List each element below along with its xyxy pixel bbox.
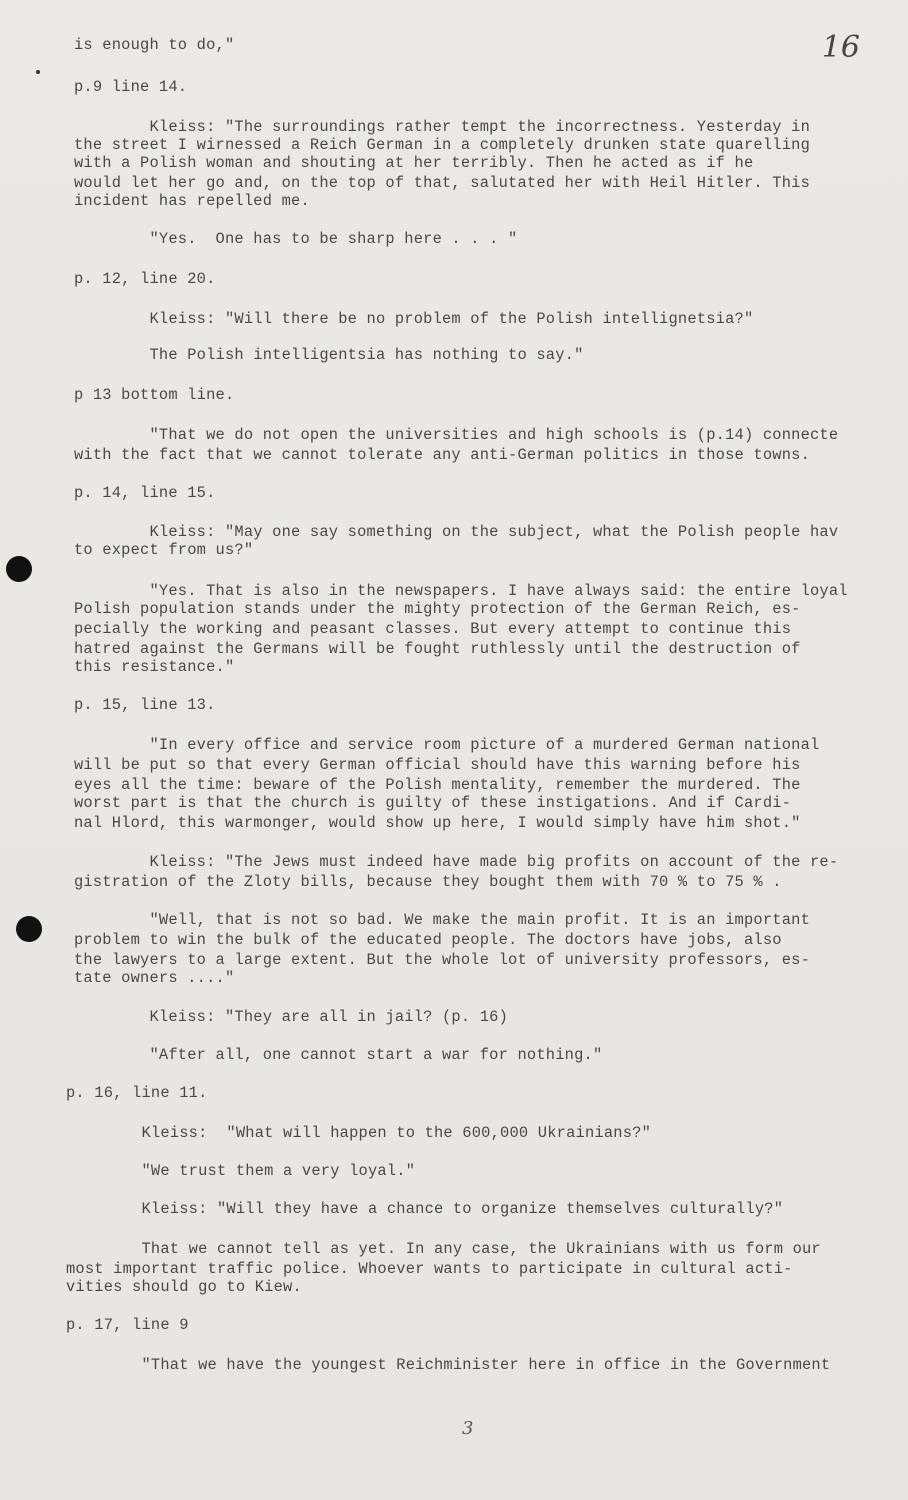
text-line: will be put so that every German official should have this warning before his bbox=[74, 756, 801, 774]
footer-page-number: 3 bbox=[462, 1418, 474, 1439]
punch-hole-upper bbox=[6, 556, 32, 582]
text-line: Kleiss: "The surroundings rather tempt the incorrectness. Yesterday in bbox=[74, 118, 810, 136]
text-line: would let her go and, on the top of that, salutated her with Heil Hitler. This bbox=[74, 174, 810, 192]
text-line: tate owners ...." bbox=[74, 969, 235, 987]
text-line: is enough to do," bbox=[74, 36, 235, 54]
text-line: worst part is that the church is guilty of these instigations. And if Cardi- bbox=[74, 794, 792, 812]
text-line: Polish population stands under the mighty protection of the German Reich, es- bbox=[74, 600, 801, 618]
text-line: to expect from us?" bbox=[74, 541, 254, 559]
text-line: p.9 line 14. bbox=[74, 78, 188, 96]
text-line: most important traffic police. Whoever wants to participate in cultural acti- bbox=[66, 1260, 793, 1278]
punch-hole-lower bbox=[16, 916, 42, 942]
text-line: vities should go to Kiew. bbox=[66, 1278, 302, 1296]
text-line: Kleiss: "What will happen to the 600,000 Ukrainians?" bbox=[66, 1124, 652, 1142]
text-line: p. 15, line 13. bbox=[74, 696, 216, 714]
text-line: p. 14, line 15. bbox=[74, 484, 216, 502]
text-line: p. 17, line 9 bbox=[66, 1316, 189, 1334]
text-line: nal Hlord, this warmonger, would show up here, I would simply have him shot." bbox=[74, 814, 801, 832]
text-line: p. 16, line 11. bbox=[66, 1084, 208, 1102]
text-line: the street I wirnessed a Reich German in a completely drunken state quarelling bbox=[74, 136, 810, 154]
text-line: "Yes. That is also in the newspapers. I have always said: the entire loyal bbox=[74, 582, 848, 600]
text-line: Kleiss: "The Jews must indeed have made big profits on account of the re- bbox=[74, 853, 839, 871]
text-line: problem to win the bulk of the educated people. The doctors have jobs, also bbox=[74, 931, 782, 949]
text-line: eyes all the time: beware of the Polish mentality, remember the murdered. The bbox=[74, 776, 801, 794]
text-line: "In every office and service room picture of a murdered German national bbox=[74, 736, 820, 754]
text-line: hatred against the Germans will be fought ruthlessly until the destruction of bbox=[74, 640, 801, 658]
text-line: with the fact that we cannot tolerate any anti-German politics in those towns. bbox=[74, 446, 810, 464]
text-line: gistration of the Zloty bills, because they bought them with 70 % to 75 % . bbox=[74, 873, 782, 891]
text-line: Kleiss: "They are all in jail? (p. 16) bbox=[74, 1008, 509, 1026]
text-line: p. 12, line 20. bbox=[74, 270, 216, 288]
text-line: "Well, that is not so bad. We make the main profit. It is an important bbox=[74, 911, 810, 929]
text-line: That we cannot tell as yet. In any case, the Ukrainians with us form our bbox=[66, 1240, 821, 1258]
text-line: "That we have the youngest Reichminister here in office in the Government bbox=[66, 1356, 831, 1374]
text-line: with a Polish woman and shouting at her terribly. Then he acted as if he bbox=[74, 154, 754, 172]
text-line: Kleiss: "Will they have a chance to organize themselves culturally?" bbox=[66, 1200, 784, 1218]
text-line: pecially the working and peasant classes. But every attempt to continue this bbox=[74, 620, 792, 638]
speck-mark bbox=[36, 70, 40, 74]
text-line: the lawyers to a large extent. But the whole lot of university professors, es- bbox=[74, 951, 810, 969]
text-line: The Polish intelligentsia has nothing to say." bbox=[74, 346, 584, 364]
text-line: "After all, one cannot start a war for nothing." bbox=[74, 1046, 603, 1064]
text-line: incident has repelled me. bbox=[74, 192, 310, 210]
text-line: "We trust them a very loyal." bbox=[66, 1162, 416, 1180]
text-line: p 13 bottom line. bbox=[74, 386, 235, 404]
text-line: "That we do not open the universities and high schools is (p.14) connecte bbox=[74, 426, 839, 444]
text-line: this resistance." bbox=[74, 658, 235, 676]
text-line: Kleiss: "May one say something on the subject, what the Polish people hav bbox=[74, 523, 839, 541]
text-line: "Yes. One has to be sharp here . . . " bbox=[74, 230, 518, 248]
text-line: Kleiss: "Will there be no problem of the Polish intellignetsia?" bbox=[74, 310, 754, 328]
handwritten-page-number: 16 bbox=[821, 30, 860, 65]
